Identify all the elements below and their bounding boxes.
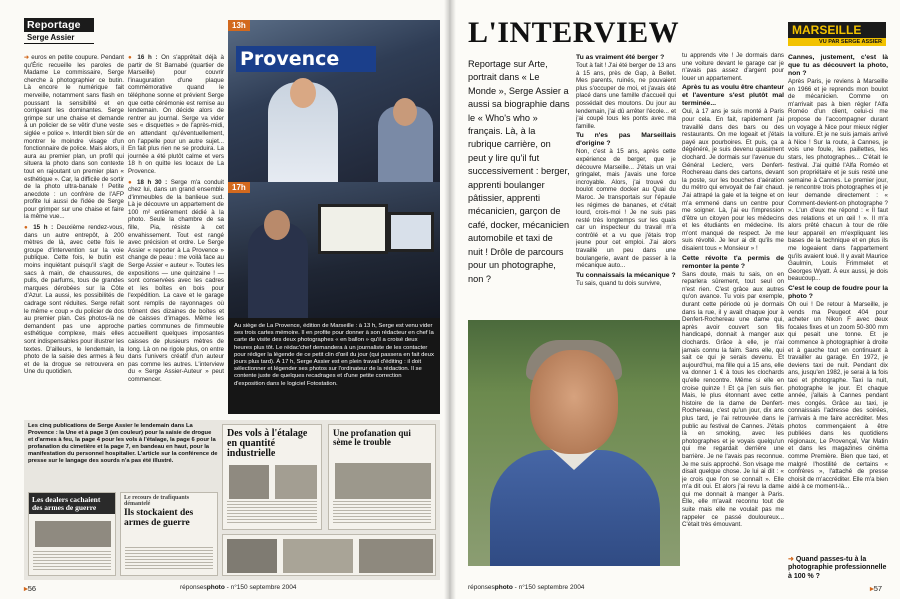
clipping-headline: Une profanation qui sème le trouble: [333, 428, 411, 447]
section-author: VU PAR SERGE ASSIER: [788, 38, 886, 46]
answer: Non, c'est à 15 ans, après cette expérience de berger, que je découvre Marseille... J'étais un vrai gringalet, mais j'avais une force incroyable. Alors, j'ai trouvé du boulot comme docker au Quai du Maroc. Je transportais sur l'épaule les régimes de bananes, et c'était lourd, crois-moi ! Je ne suis pas resté très longtemps sur les quais car un inspecteur du travail m'a contrôlé et a vu que j'étais trop jeune pour cet emploi. J'ai alors travaillé un peu dans une boulangerie, avant de passer à la mécanique auto...: [576, 148, 676, 270]
photo-caption: Au siège de La Provence, édition de Marseille : à 13 h, Serge est venu vider ses trois cartes mémoire. Il en profite pour donner à son rédacteur en chef la carte de visite des deux photographes « en ballon » qu'il a croisé deux heures plus tôt. Le rédac'chef demandera à un journaliste de les contacter pour rédiger la légende de ce petit clin d'œil du jour (qui passera en fait deux jours plus tard). À 17 h, Serge Assier est en plein travail d'éditing : il doit sélectionner et légender ses photos sur l'ordinateur de la rédaction. Il se contente juste de quelques recadrages et d'une petite correction d'exposition dans le logiciel Fotostation.: [228, 318, 440, 414]
clipping-photo: [35, 521, 111, 547]
answer: Oui, à 17 ans je suis monté à Paris pour cela. En fait, rapidement j'ai travaillé dans des bars ou des restaurants. On me logeait et j'étais payé aux pourboires. Et puis, ça a dégénéré, je suis devenu quasiment clochard. Je dormais sur l'avenue du Général Leclerc, vers Denfert-Rochereau dans des cartons, devant la poste, sur les bouches d'aération du métro qui envoyait de l'air chaud. J'ai attrapé la gale et la teigne et on m'a emmené dans un centre pour me soigner. Là, j'ai eu l'impression d'être un citoyen pour les médecins et les étudiants en médecine. Ils m'ont manqué de respect. Je me suis révolté. Je leur ai dit qu'ils me disaient tous « Monsieur » !: [682, 108, 784, 253]
time-marker: 16 h :: [137, 54, 158, 61]
footer-issue: - n°150 septembre 2004: [226, 584, 297, 591]
arrow-bullet-icon: ➜: [788, 556, 794, 563]
time-marker: 18 h 30 :: [137, 178, 168, 186]
page-footer: [468, 584, 584, 591]
clippings-intro: Les cinq publications de Serge Assier le lendemain dans La Provence : la Une et à page 3 (en couleur) pour la saisie de drogue et d'armes à feu, la page 4 pour les vols à l'étalage, la page 6 pour la profanation du cimetière et la page 7, en bandeau en haut, pour la manifestation du personnel hospitalier. L'article sur la conférence de presse sur le langage des sourds n'a pas été illustré.: [28, 423, 218, 464]
interview-intro: Reportage sur Arte, portrait dans « Le Monde », Serge Assier a aussi sa biographie dans le « Who's who » français. Là, à la rubrique carrière, on peut y lire qu'il fut successivement : berger, apprenti boulanger pâtissier, apprenti mécanicien, garçon de café, docker, mécanicien automobile et taxi de nuit ! Drôle de parcours pour un photographe, non ?: [468, 59, 570, 284]
page-number-right: [870, 584, 882, 593]
clipping: [222, 424, 322, 530]
time-badge: 13h: [228, 20, 250, 31]
footer-magazine: réponses: [468, 584, 495, 591]
page-number: 57: [873, 584, 883, 593]
answer: Tout à fait ! J'ai été berger de 13 ans à 15 ans, près de Gap, à Bellet. Mes parents, ruinés, ne pouvaient plus s'occuper de moi, et j'avais été placé dans une famille d'accueil qui possédait des moutons. Du jour au lendemain, j'ai dû arrêter l'école... et j'ai coupé tous les ponts avec ma famille.: [576, 62, 676, 130]
final-question-text: Quand passes-tu à la photographie professionnelle à 100 % ?: [788, 556, 887, 580]
page-arrow-icon: ▸: [870, 584, 874, 593]
page-number: 56: [27, 584, 37, 593]
question: Tu connaissais la mécanique ?: [576, 271, 676, 279]
provence-sign: Provence: [236, 46, 376, 72]
left-column-1: [24, 54, 124, 416]
clipping-photo: [229, 465, 269, 499]
portrait-face: [530, 350, 618, 454]
clipping-text: [227, 499, 317, 525]
dot-bullet-icon: ●: [24, 224, 30, 232]
photo-figure-head: [393, 98, 417, 126]
question: C'est le coup de foudre pour la photo ?: [788, 285, 888, 301]
clipping: [222, 534, 436, 576]
clipping-photo: [283, 539, 353, 573]
clipping: [28, 492, 116, 576]
clipping-text: [33, 549, 111, 571]
question: Après tu as voulu être chanteur et l'aventure s'est plutôt mal terminée...: [682, 84, 784, 108]
clipping-text: [333, 499, 431, 525]
footer-photo: photo: [206, 584, 225, 591]
photo-figure-head: [264, 210, 290, 240]
binding-gutter: [444, 0, 456, 599]
monitor-screen: [318, 204, 388, 254]
photo-newsroom-13h: [228, 20, 440, 182]
page-footer: [180, 584, 296, 591]
question: Cannes, justement, c'est là que tu as découvert la photo, non ?: [788, 54, 888, 77]
interview-title: L'INTERVIEW: [468, 16, 680, 49]
answer: Oh oui ! De retour à Marseille, je vends ma Peugeot 404 pour acheter un Nikon F avec deux focales fixes et un zoom 50-300 mm qui pesait une tonne. Et je commence à photographier à droite et à gauche tout en continuant à travailler au garage. En 1972, je deviens taxi de nuit. Pendant dix ans, jusqu'en 1982, je serai à la fois taxi et photographe. Taxi la nuit, photographe le jour. Et chaque année, j'allais à Cannes pendant mes congés. Grâce au taxi, je connaissais l'adresse des soirées, j'arrivais à me faire accréditer. Mes photos commençaient à être publiées dans les quotidiens régionaux, Le Provençal, Var Matin et dans les magazines cinéma comme Première. Bien que taxi, et malgré l'hostilité de certains « confrères », l'attaché de presse choisit de m'accréditer. Elle m'a bien aidé à ce moment-là...: [788, 301, 888, 491]
left-column-2: [128, 54, 224, 416]
time-badge: 17h: [228, 182, 250, 193]
clipping-photo: [227, 539, 277, 573]
column-text: euros en petite coupure. Pendant qu'Éric recueille les paroles de Madame Le commissaire, Serge cherche à photographier ce butin. Là encore le numérique fait merveille, notamment sans flash en poussant la sensibilité et en corrigeant les dominantes. Serge grimpe sur une chaise et demande à un policier de se vêtir d'une veste siglée « police ». Interdit bien sûr de montrer le moindre visage d'un fonctionnaire de police. Mais alors, il aura au premier plan, un profil qui situera la photo dans son contexte tout en rajoutant un premier plan « esthétique ». Car, la difficile de sortir de la photo ultra-banale ! Petite anecdote : un confrère de l'AFP profite lui aussi de l'idée de Serge pour grimper sur une chaise et faire la même vue...: [24, 54, 124, 221]
clipping-text: [125, 545, 213, 571]
rubric-header: [24, 18, 94, 44]
newspaper-clippings: [24, 420, 440, 580]
question: Cette révolte t'a permis de remonter la pente ?: [682, 254, 784, 270]
section-city: MARSEILLE: [788, 22, 886, 38]
clipping: [120, 492, 218, 576]
clipping: [328, 424, 436, 530]
column-text: On s'apprêtait déjà à partir de St Barnabé (quartier de Marseille) pour couvrir l'inauguration d'une plaque commémorative quand le téléphone sonne et prévient Serge que cette cérémonie est remise au lendemain. On décide alors de rentrer au journal. Serge va vider ses « disquettes » de l'après-midi, en attendant qu'éventuellement, on l'appelle pour un autre sujet... En fait plus rien ne se produira. La journée a été plutôt calme et vers 18 h on quitte les locaux de La Provence.: [128, 54, 224, 175]
answer: tu apprends vite ! Je dormais dans une voiture devant le garage car je n'avais pas assez d'argent pour louer un appartement.: [682, 52, 784, 82]
clipping-headline: Les dealers cachaient des armes de guerre: [29, 493, 115, 514]
qa-column-1: [576, 52, 676, 314]
dot-bullet-icon: ●: [128, 54, 134, 61]
qa-column-2: [682, 52, 784, 572]
portrait-photo: [468, 320, 680, 566]
photo-figure-head: [290, 78, 316, 108]
answer: Tu sais, quand tu dois survivre,: [576, 279, 662, 287]
clipping-photo: [335, 463, 431, 499]
photo-editing-17h: [228, 182, 440, 318]
clipping-headline: Des vols à l'étalage en quantité industrielle: [227, 428, 308, 459]
rubric-author: Serge Assier: [24, 32, 94, 44]
clipping-photo: [275, 465, 317, 499]
section-badge: [788, 22, 886, 46]
right-page: [450, 0, 900, 599]
qa-column-3: [788, 52, 888, 552]
footer-magazine: réponses: [180, 584, 207, 591]
column-text: Serge m'a conduit chez lui, dans un grand ensemble d'immeubles de la banlieue sud. Là je découvre un appartement de 100 m² entièrement dédié à la photo. Seule la chambre de sa fille, Pia, résiste à cet envahissement. Tout est rangé avec précision et ordre. Le Serge Assier « reporter à La Provence » change de peau : me voilà face au Serge Assier « auteur ». Toutes les expositions — une quinzaine ! — sont conservées avec les cadres et les boîtes en bois pour l'expédition. La cave et le garage sont remplis de rayonnages où trônent des dizaines de boîtes et de caisses d'images. Même les parties communes de l'immeuble accueillent quelques imposantes caisses de plusieurs mètres de long. Là on ne rigole plus, on entre dans l'univers créatif d'un auteur pas comme les autres. L'interview du « Serge Assier-Auteur » peut commencer.: [128, 178, 224, 383]
question: Tu n'es pas Marseillais d'origine ?: [576, 132, 676, 148]
page-number-left: [24, 584, 36, 593]
arrow-bullet-icon: ➜: [24, 54, 30, 61]
clipping-headline: Ils stockaient des armes de guerre: [124, 508, 194, 528]
column-text: Deuxième rendez-vous, dans un autre entrepôt, à 200 mètres de là, avec cette fois le groupe d'intervention sur la voie publique. Cette fois, le butin est moins inquiétant puisqu'il s'agit de sacs à main, de chaussures, de pulls, de parfums, tous de grandes marques dérobées sur la Côte d'Azur. La aussi, les possibilités de cadrage sont réduites. Serge refait le même « coup » du policier de dos au premier plan. Ces photos-là ne demandent pas une approche esthétique complexe, mais elles sont indispensables pour illustrer les textes. D'ailleurs, le lendemain, la photo de la saisie des armes à feu et de la drogue se retrouvera en Une du quotidien.: [24, 224, 124, 376]
footer-photo: photo: [494, 584, 513, 591]
page-arrow-icon: ▸: [24, 584, 28, 593]
final-question: [788, 556, 888, 581]
question: Tu as vraiment été berger ?: [576, 54, 665, 61]
footer-issue: - n°150 septembre 2004: [514, 584, 585, 591]
rubric-title: Reportage: [24, 18, 94, 32]
answer: Après Paris, je reviens à Marseille en 1966 et je reprends mon boulot de mécanicien. Comme on m'arrivait pas à bien régler l'Alfa Roméo d'un client, celui-ci me propose de l'accompagner durant un voyage à Nice pour mieux régler la voiture. Et je ne suis jamais arrivé à Nice ! Sur la route, à Cannes, je vois une foule, les paillettes, les stars, les photographes... C'était le festival. J'ai quitté l'Alfa Roméo et son propriétaire et je suis resté une semaine à Cannes. Le premier jour, je rencontre trois photographes et je leur demande directement : « Comment-devient-on photographe ? ». L'un d'eux me répond : « Il faut des relations et un œil ! ». Il m'a alors prêté chacun à tour de rôle leur appareil en m'expliquant les bases de la technique et en plus ils me logeaient dans l'appartement qu'ils avaient loué. Il y avait Maurice Gaulmin, Louis Frimmelet et Georges Wyatt. À eux aussi, je dois beaucoup...: [788, 78, 888, 283]
dot-bullet-icon: ●: [128, 178, 134, 186]
monitor-screen: [388, 212, 434, 252]
clipping-kicker: Le recours de trafiquants démantelé: [124, 495, 190, 507]
clipping-photo: [359, 539, 433, 573]
answer: Sans doute, mais tu sais, on en reparlera sûrement, tout seul on n'est rien. C'est grâce aux autres qu'on avance. Tu vois par exemple, durant cette période où je dormais dans la rue, il y avait chaque jour à Denfert-Rochereau une dame qui, après avoir couvert son fils handicapé, donnait à manger aux clochards. Grâce à elle, je n'ai jamais connu la faim. Sans elle, qui sait ce qui je serais devenu. Et aujourd'hui, ma fille qui a 15 ans, elle va donner 1 € à tous les clochards qu'elle rencontre. Même si elle en croise quinze ! Et ça j'en suis fier. Mais, le plus étonnant avec cette histoire de la dame de Denfert-Rochereau, c'est qu'un jour, dix ans plus tard, je l'ai retrouvée dans le public au festival de Cannes. J'étais là en smoking, avec les photographes et je voyais quelqu'un qui me regardait derrière une barrière. Je ne l'avais pas reconnue. Je me suis approché. Son visage me disait quelque chose. Je lui ai dit : « je crois que l'on se connaît ». Elle m'a dit oui. Et alors j'ai revu la dame qui me donnait à manger à Paris. Elle, elle m'avait reconnu tout de suite mais elle ne voulait pas me rappeler ce passé douloureux... C'était très émouvant.: [682, 270, 784, 529]
time-marker: 15 h :: [33, 224, 54, 232]
